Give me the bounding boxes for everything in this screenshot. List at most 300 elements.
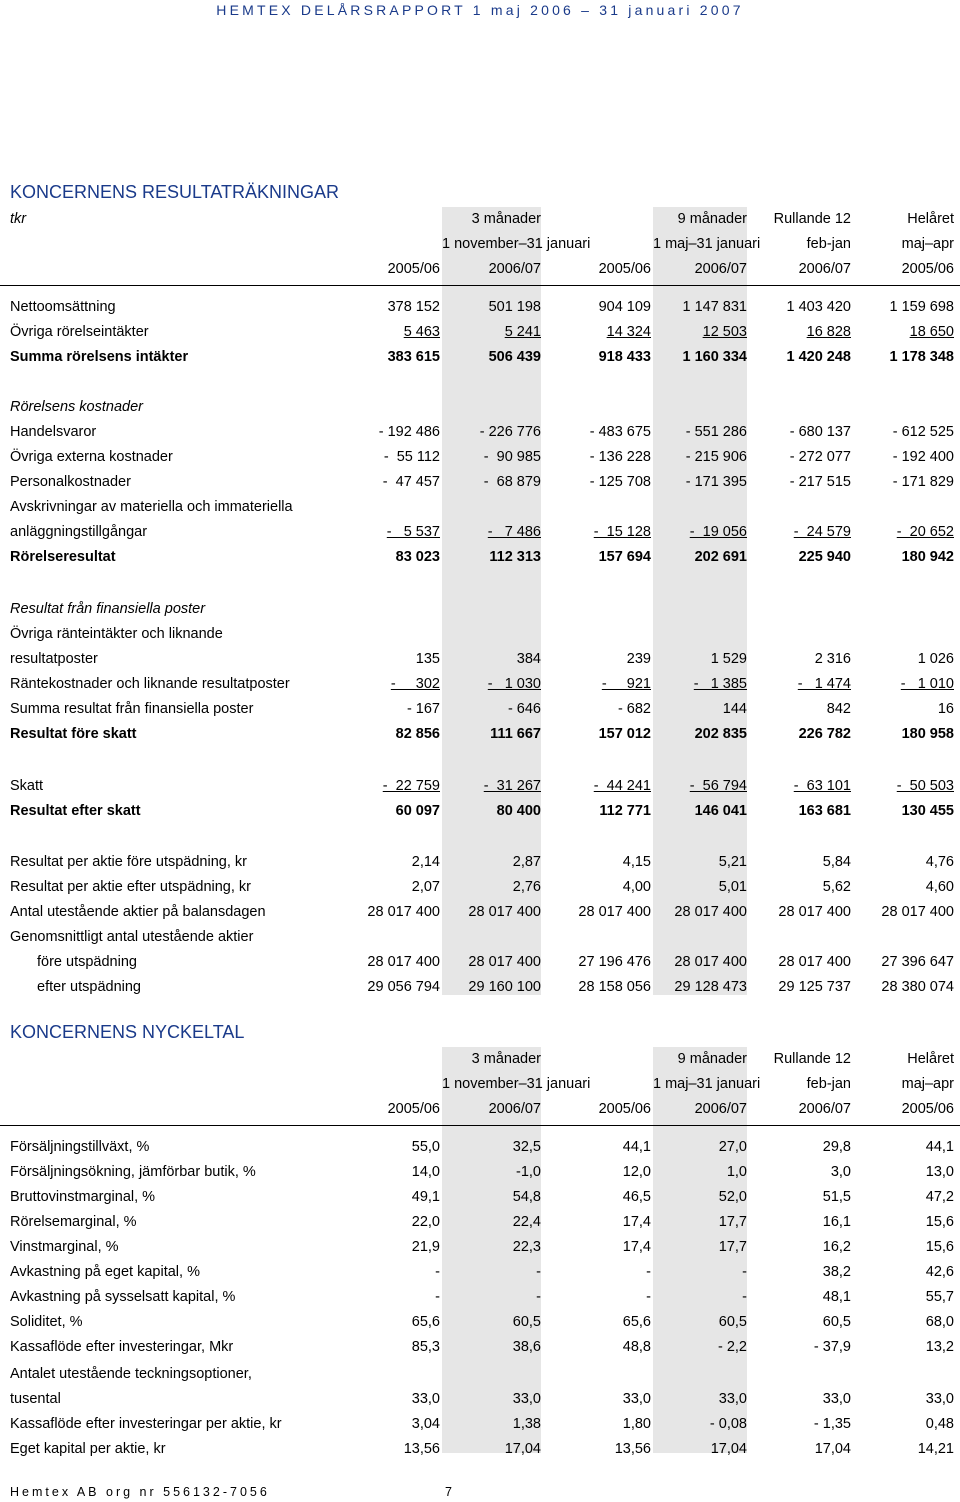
year-header-cell: 2005/06 xyxy=(387,1101,440,1117)
value-cell: 32,5 xyxy=(512,1139,541,1155)
value-cell: - 612 525 xyxy=(892,424,954,440)
table-row xyxy=(0,622,960,647)
value-cell: 15,6 xyxy=(925,1214,954,1230)
value-cell: 383 615 xyxy=(387,349,440,365)
value-cell: - 47 457 xyxy=(382,474,440,490)
period-header-row xyxy=(0,207,960,232)
range-header-cell: 1 maj–31 januari xyxy=(653,1076,761,1092)
value-cell: - 217 515 xyxy=(789,474,851,490)
row-label: Nettoomsättning xyxy=(10,299,116,315)
value-cell: - 0,08 xyxy=(709,1416,747,1432)
table-row xyxy=(0,470,960,495)
row-label: Bruttovinstmarginal, % xyxy=(10,1189,156,1205)
period-header-cell: 3 månader xyxy=(471,1051,541,1067)
table-row xyxy=(0,520,960,545)
year-header-row xyxy=(0,1097,960,1122)
value-cell: -1,0 xyxy=(516,1164,541,1180)
table-row xyxy=(0,1235,960,1260)
row-label: Genomsnittligt antal utestående aktier xyxy=(10,929,254,945)
table-row xyxy=(0,445,960,470)
period-header-cell: Helåret xyxy=(907,211,954,227)
value-cell: 144 xyxy=(722,701,747,717)
row-label: resultatposter xyxy=(10,651,98,667)
value-cell: - xyxy=(536,1289,541,1305)
period-header-cell: Helåret xyxy=(907,1051,954,1067)
table-row xyxy=(0,1160,960,1185)
value-cell: 384 xyxy=(516,651,541,667)
value-cell: 44,1 xyxy=(925,1139,954,1155)
value-cell: 2 316 xyxy=(814,651,851,667)
value-cell: - xyxy=(435,1289,440,1305)
period-header-cell: 9 månader xyxy=(677,211,747,227)
value-cell: - 1 385 xyxy=(693,676,747,692)
table-row xyxy=(0,1135,960,1160)
value-cell: - 171 395 xyxy=(685,474,747,490)
value-cell: 60,5 xyxy=(512,1314,541,1330)
row-label: Räntekostnader och liknande resultatposter xyxy=(10,676,290,692)
period-header-cell: Rullande 12 xyxy=(773,1051,851,1067)
value-cell: - xyxy=(742,1289,747,1305)
value-cell: 49,1 xyxy=(411,1189,440,1205)
row-label: anläggningstillgångar xyxy=(10,524,148,540)
value-cell: 28 017 400 xyxy=(778,954,851,970)
value-cell: 226 782 xyxy=(798,726,851,742)
value-cell: 16,2 xyxy=(822,1239,851,1255)
value-cell: 46,5 xyxy=(622,1189,651,1205)
value-cell: 163 681 xyxy=(798,803,851,819)
year-header-cell: 2005/06 xyxy=(387,261,440,277)
value-cell: - 22 759 xyxy=(382,778,440,794)
value-cell: - 226 776 xyxy=(479,424,541,440)
table-row xyxy=(0,1362,960,1387)
value-cell: - 44 241 xyxy=(593,778,651,794)
value-cell: - 1,35 xyxy=(813,1416,851,1432)
value-cell: 42,6 xyxy=(925,1264,954,1280)
value-cell: 28 017 400 xyxy=(674,954,747,970)
value-cell: - 37,9 xyxy=(813,1339,851,1355)
table-row xyxy=(0,1437,960,1462)
value-cell: 33,0 xyxy=(718,1391,747,1407)
range-header-row xyxy=(0,1072,960,1097)
table-row xyxy=(0,597,960,622)
row-label: Resultat efter skatt xyxy=(10,803,141,819)
value-cell: 48,8 xyxy=(622,1339,651,1355)
value-cell: 2,87 xyxy=(512,854,541,870)
range-header-cell: 1 november–31 januari xyxy=(442,1076,591,1092)
period-header-row xyxy=(0,1047,960,1072)
value-cell: 29 125 737 xyxy=(778,979,851,995)
value-cell: 60,5 xyxy=(822,1314,851,1330)
unit-label: tkr xyxy=(10,211,27,227)
value-cell: - 215 906 xyxy=(685,449,747,465)
table-row xyxy=(0,647,960,672)
row-label: Övriga ränteintäkter och liknande xyxy=(10,626,223,642)
value-cell: 22,3 xyxy=(512,1239,541,1255)
value-cell: 918 433 xyxy=(598,349,651,365)
row-label: Försäljningstillväxt, % xyxy=(10,1139,150,1155)
value-cell: 85,3 xyxy=(411,1339,440,1355)
table-row xyxy=(0,850,960,875)
value-cell: - 63 101 xyxy=(793,778,851,794)
value-cell: 28 158 056 xyxy=(578,979,651,995)
value-cell: 2,07 xyxy=(411,879,440,895)
value-cell: 17,7 xyxy=(718,1214,747,1230)
value-cell: - 551 286 xyxy=(685,424,747,440)
value-cell: 83 023 xyxy=(395,549,440,565)
value-cell: 80 400 xyxy=(496,803,541,819)
report-header: HEMTEX DELÅRSRAPPORT 1 maj 2006 – 31 januari 2007 xyxy=(216,2,744,18)
value-cell: 14,0 xyxy=(411,1164,440,1180)
row-label: Rörelsens kostnader xyxy=(10,399,143,415)
table-row xyxy=(0,697,960,722)
value-cell: 111 667 xyxy=(490,726,541,742)
value-cell: 16 828 xyxy=(806,324,851,340)
value-cell: 60,5 xyxy=(718,1314,747,1330)
value-cell: - 483 675 xyxy=(589,424,651,440)
value-cell: 28 017 400 xyxy=(778,904,851,920)
row-label: Försäljningsökning, jämförbar butik, % xyxy=(10,1164,256,1180)
year-header-cell: 2005/06 xyxy=(901,261,954,277)
value-cell: 29 056 794 xyxy=(367,979,440,995)
year-header-row xyxy=(0,257,960,282)
value-cell: 180 942 xyxy=(901,549,954,565)
year-header-cell: 2006/07 xyxy=(694,261,747,277)
value-cell: 15,6 xyxy=(925,1239,954,1255)
value-cell: 27 196 476 xyxy=(578,954,651,970)
value-cell: 14 324 xyxy=(606,324,651,340)
value-cell: - 24 579 xyxy=(793,524,851,540)
value-cell: 1 420 248 xyxy=(786,349,851,365)
value-cell: 5,01 xyxy=(718,879,747,895)
value-cell: 1 026 xyxy=(917,651,954,667)
year-header-cell: 2006/07 xyxy=(694,1101,747,1117)
table-row xyxy=(0,345,960,370)
table-row xyxy=(0,320,960,345)
value-cell: 27 396 647 xyxy=(881,954,954,970)
row-label: Summa rörelsens intäkter xyxy=(10,349,189,365)
year-header-cell: 2006/07 xyxy=(798,1101,851,1117)
value-cell: 22,0 xyxy=(411,1214,440,1230)
value-cell: 239 xyxy=(626,651,651,667)
value-cell: 13,56 xyxy=(403,1441,440,1457)
table-row xyxy=(0,1210,960,1235)
range-header-cell: feb-jan xyxy=(806,1076,851,1092)
row-label: Antalet utestående teckningsoptioner, xyxy=(10,1366,252,1382)
income-title: KONCERNENS RESULTATRÄKNINGAR xyxy=(10,182,340,202)
value-cell: 112 771 xyxy=(599,803,651,819)
row-label: Övriga externa kostnader xyxy=(10,449,173,465)
value-cell: 33,0 xyxy=(622,1391,651,1407)
value-cell: 1 147 831 xyxy=(682,299,747,315)
value-cell: - 680 137 xyxy=(789,424,851,440)
value-cell: 65,6 xyxy=(622,1314,651,1330)
value-cell: - 302 xyxy=(390,676,440,692)
value-cell: 65,6 xyxy=(411,1314,440,1330)
table-row xyxy=(0,950,960,975)
value-cell: 506 439 xyxy=(488,349,541,365)
value-cell: - 15 128 xyxy=(593,524,651,540)
value-cell: 1 403 420 xyxy=(786,299,851,315)
value-cell: - 192 486 xyxy=(378,424,440,440)
value-cell: 4,00 xyxy=(622,879,651,895)
value-cell: 28 017 400 xyxy=(578,904,651,920)
range-header-cell: 1 november–31 januari xyxy=(442,236,591,252)
value-cell: 112 313 xyxy=(489,549,541,565)
value-cell: - 90 985 xyxy=(483,449,541,465)
value-cell: 202 691 xyxy=(694,549,747,565)
value-cell: 2,76 xyxy=(512,879,541,895)
value-cell: 501 198 xyxy=(488,299,541,315)
value-cell: 28 017 400 xyxy=(881,904,954,920)
row-label: Resultat från finansiella poster xyxy=(10,601,206,617)
value-cell: 17,04 xyxy=(504,1441,541,1457)
year-header-cell: 2005/06 xyxy=(901,1101,954,1117)
row-label: Personalkostnader xyxy=(10,474,131,490)
value-cell: 378 152 xyxy=(387,299,440,315)
header-rule xyxy=(0,1125,960,1126)
table-row xyxy=(0,900,960,925)
table-row xyxy=(0,925,960,950)
value-cell: 17,04 xyxy=(814,1441,851,1457)
row-label: Eget kapital per aktie, kr xyxy=(10,1441,166,1457)
value-cell: 28 380 074 xyxy=(881,979,954,995)
row-label: före utspädning xyxy=(37,954,137,970)
page-footer xyxy=(10,1485,452,1499)
row-label: Resultat före skatt xyxy=(10,726,137,742)
value-cell: 29 128 473 xyxy=(674,979,747,995)
row-label: Kassaflöde efter investeringar, Mkr xyxy=(10,1339,234,1355)
range-header-cell: maj–apr xyxy=(901,1076,954,1092)
row-label: Antal utestående aktier på balansdagen xyxy=(10,904,266,920)
value-cell: 33,0 xyxy=(925,1391,954,1407)
value-cell: 22,4 xyxy=(512,1214,541,1230)
value-cell: - 125 708 xyxy=(589,474,651,490)
row-label: Avkastning på sysselsatt kapital, % xyxy=(10,1289,236,1305)
value-cell: - 5 537 xyxy=(386,524,440,540)
value-cell: 17,4 xyxy=(622,1239,651,1255)
value-cell: 5,21 xyxy=(718,854,747,870)
value-cell: - xyxy=(646,1289,651,1305)
table-row xyxy=(0,295,960,320)
table-row xyxy=(0,1260,960,1285)
range-header-cell: 1 maj–31 januari xyxy=(653,236,761,252)
table-row xyxy=(0,495,960,520)
value-cell: - 2,2 xyxy=(717,1339,747,1355)
value-cell: 4,15 xyxy=(622,854,651,870)
value-cell: 48,1 xyxy=(822,1289,851,1305)
value-cell: 146 041 xyxy=(694,803,747,819)
value-cell: - 171 829 xyxy=(892,474,954,490)
value-cell: 44,1 xyxy=(622,1139,651,1155)
row-label: Kassaflöde efter investeringar per aktie, kr xyxy=(10,1416,282,1432)
table-row xyxy=(0,975,960,1000)
row-label: Handelsvaror xyxy=(10,424,97,440)
value-cell: 842 xyxy=(826,701,851,717)
row-label: Rörelseresultat xyxy=(10,549,116,565)
value-cell: 33,0 xyxy=(411,1391,440,1407)
value-cell: 4,76 xyxy=(925,854,954,870)
table-row xyxy=(0,1185,960,1210)
value-cell: 33,0 xyxy=(512,1391,541,1407)
value-cell: 130 455 xyxy=(901,803,954,819)
year-header-cell: 2006/07 xyxy=(488,261,541,277)
value-cell: 29,8 xyxy=(822,1139,851,1155)
year-header-cell: 2005/06 xyxy=(598,261,651,277)
value-cell: 4,60 xyxy=(925,879,954,895)
value-cell: 0,48 xyxy=(925,1416,954,1432)
period-header-cell: 9 månader xyxy=(677,1051,747,1067)
table-row xyxy=(0,672,960,697)
year-header-cell: 2005/06 xyxy=(598,1101,651,1117)
row-label: Soliditet, % xyxy=(10,1314,83,1330)
table-row xyxy=(0,799,960,824)
value-cell: 16 xyxy=(937,701,954,717)
value-cell: 16,1 xyxy=(822,1214,851,1230)
value-cell: - xyxy=(646,1264,651,1280)
value-cell: 17,4 xyxy=(622,1214,651,1230)
value-cell: 1 529 xyxy=(710,651,747,667)
value-cell: - 1 474 xyxy=(797,676,851,692)
value-cell: 225 940 xyxy=(798,549,851,565)
period-header-cell: Rullande 12 xyxy=(773,211,851,227)
table-row xyxy=(0,420,960,445)
value-cell: - 167 xyxy=(406,701,440,717)
value-cell: 38,6 xyxy=(512,1339,541,1355)
value-cell: - 7 486 xyxy=(487,524,541,540)
value-cell: - 31 267 xyxy=(483,778,541,794)
value-cell: - 50 503 xyxy=(896,778,954,794)
value-cell: 135 xyxy=(415,651,440,667)
period-header-cell: 3 månader xyxy=(471,211,541,227)
value-cell: 17,7 xyxy=(718,1239,747,1255)
page-number: 7 xyxy=(445,1485,452,1499)
value-cell: 202 835 xyxy=(694,726,747,742)
range-header-cell: feb-jan xyxy=(806,236,851,252)
footer-company: Hemtex AB org nr 556132-7056 xyxy=(10,1485,270,1499)
value-cell: 5,62 xyxy=(822,879,851,895)
value-cell: 28 017 400 xyxy=(367,904,440,920)
value-cell: - 55 112 xyxy=(383,449,440,465)
value-cell: 13,0 xyxy=(925,1164,954,1180)
year-header-cell: 2006/07 xyxy=(488,1101,541,1117)
value-cell: 28 017 400 xyxy=(674,904,747,920)
value-cell: 1,80 xyxy=(622,1416,651,1432)
value-cell: 55,7 xyxy=(925,1289,954,1305)
value-cell: - xyxy=(742,1264,747,1280)
value-cell: - 646 xyxy=(507,701,541,717)
value-cell: 3,0 xyxy=(830,1164,851,1180)
value-cell: 1 160 334 xyxy=(682,349,747,365)
value-cell: 33,0 xyxy=(822,1391,851,1407)
table-row xyxy=(0,1412,960,1437)
value-cell: 68,0 xyxy=(925,1314,954,1330)
table-row xyxy=(0,1387,960,1412)
value-cell: 60 097 xyxy=(395,803,440,819)
value-cell: 21,9 xyxy=(411,1239,440,1255)
value-cell: 3,04 xyxy=(411,1416,440,1432)
value-cell: 52,0 xyxy=(718,1189,747,1205)
row-label: Rörelsemarginal, % xyxy=(10,1214,137,1230)
header-rule xyxy=(0,285,960,286)
value-cell: 28 017 400 xyxy=(468,954,541,970)
table-row xyxy=(0,1285,960,1310)
row-label: Avskrivningar av materiella och immateriella xyxy=(10,499,293,515)
value-cell: - 68 879 xyxy=(483,474,541,490)
value-cell: 82 856 xyxy=(395,726,440,742)
value-cell: 1,0 xyxy=(726,1164,747,1180)
table-row xyxy=(0,545,960,570)
value-cell: - 921 xyxy=(601,676,651,692)
value-cell: 904 109 xyxy=(598,299,651,315)
value-cell: - xyxy=(536,1264,541,1280)
row-label: Summa resultat från finansiella poster xyxy=(10,701,254,717)
row-label: Skatt xyxy=(10,778,44,794)
table-row xyxy=(0,774,960,799)
value-cell: - xyxy=(435,1264,440,1280)
ratios-title: KONCERNENS NYCKELTAL xyxy=(10,1022,245,1042)
row-label: Vinstmarginal, % xyxy=(10,1239,119,1255)
value-cell: 28 017 400 xyxy=(468,904,541,920)
year-header-cell: 2006/07 xyxy=(798,261,851,277)
value-cell: 1 178 348 xyxy=(889,349,954,365)
value-cell: 1 159 698 xyxy=(889,299,954,315)
value-cell: 5 241 xyxy=(504,324,541,340)
range-header-cell: maj–apr xyxy=(901,236,954,252)
value-cell: - 56 794 xyxy=(689,778,747,794)
value-cell: - 682 xyxy=(617,701,651,717)
value-cell: 55,0 xyxy=(411,1139,440,1155)
value-cell: - 20 652 xyxy=(896,524,954,540)
value-cell: 5 463 xyxy=(403,324,440,340)
value-cell: 13,2 xyxy=(925,1339,954,1355)
value-cell: 157 012 xyxy=(598,726,651,742)
row-label: efter utspädning xyxy=(37,979,141,995)
table-row xyxy=(0,1335,960,1360)
value-cell: 29 160 100 xyxy=(468,979,541,995)
value-cell: - 1 030 xyxy=(487,676,541,692)
value-cell: - 272 077 xyxy=(789,449,851,465)
value-cell: 38,2 xyxy=(822,1264,851,1280)
row-label: Resultat per aktie före utspädning, kr xyxy=(10,854,247,870)
value-cell: 18 650 xyxy=(909,324,954,340)
value-cell: 54,8 xyxy=(512,1189,541,1205)
value-cell: 12,0 xyxy=(622,1164,651,1180)
row-label: Övriga rörelseintäkter xyxy=(10,324,149,340)
value-cell: 47,2 xyxy=(925,1189,954,1205)
value-cell: 2,14 xyxy=(411,854,440,870)
table-row xyxy=(0,722,960,747)
value-cell: 28 017 400 xyxy=(367,954,440,970)
value-cell: - 1 010 xyxy=(900,676,954,692)
row-label: Avkastning på eget kapital, % xyxy=(10,1264,200,1280)
value-cell: 12 503 xyxy=(702,324,747,340)
value-cell: 180 958 xyxy=(901,726,954,742)
value-cell: 13,56 xyxy=(614,1441,651,1457)
row-label: tusental xyxy=(10,1391,61,1407)
table-row xyxy=(0,395,960,420)
value-cell: 1,38 xyxy=(512,1416,541,1432)
value-cell: - 192 400 xyxy=(892,449,954,465)
value-cell: 17,04 xyxy=(710,1441,747,1457)
value-cell: 5,84 xyxy=(822,854,851,870)
range-header-row xyxy=(0,232,960,257)
value-cell: 157 694 xyxy=(598,549,651,565)
table-row xyxy=(0,1310,960,1335)
value-cell: - 136 228 xyxy=(589,449,651,465)
value-cell: 51,5 xyxy=(822,1189,851,1205)
value-cell: 27,0 xyxy=(718,1139,747,1155)
table-row xyxy=(0,875,960,900)
